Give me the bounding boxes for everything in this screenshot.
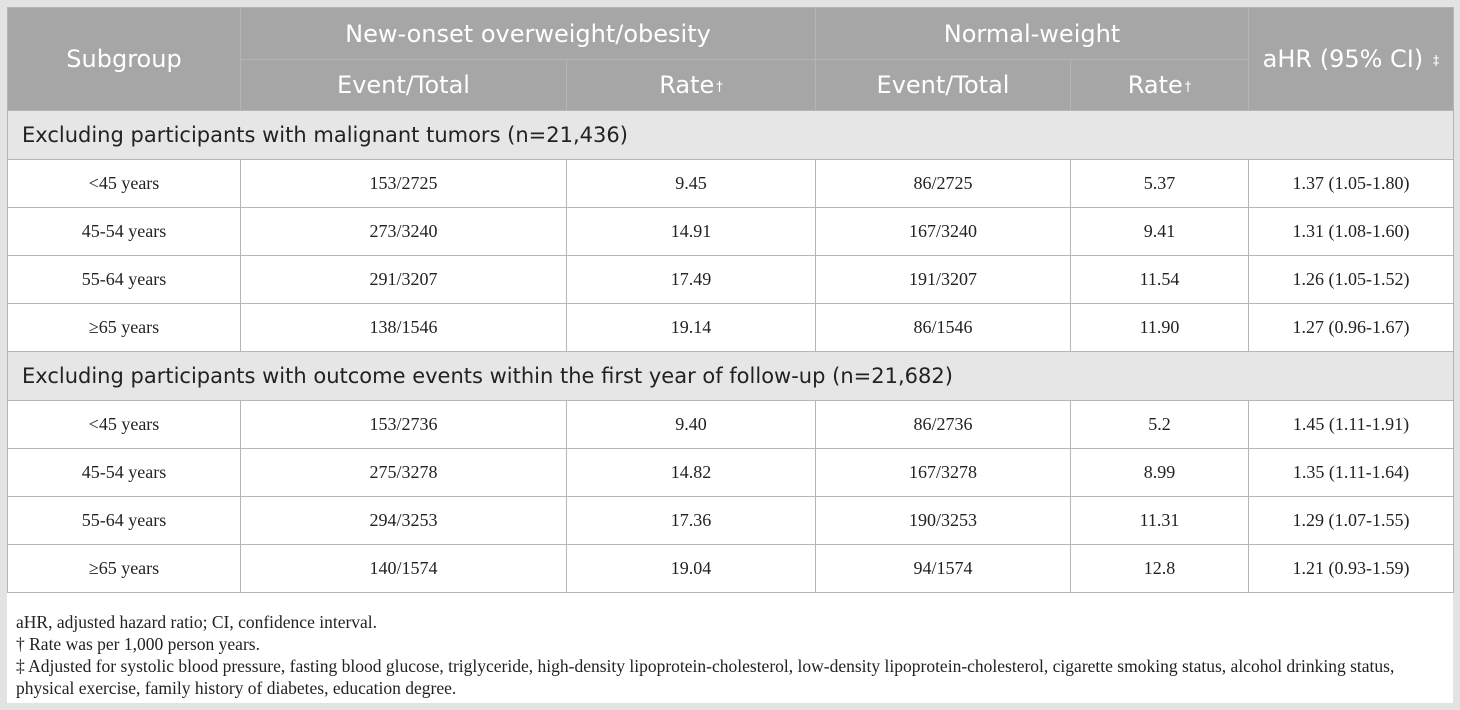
footnote: ‡ Adjusted for systolic blood pressure, fasting blood glucose, triglyceride, high-density lipoprotein-cholesterol, low-density lipoprotein-cholesterol, cigarette smoking status, alcohol drinking status, physical exercise, family history of diabetes, education degree. — [16, 656, 1395, 698]
cell-ahr: 1.29 (1.07-1.55) — [1249, 497, 1454, 545]
table-body — [8, 111, 1454, 593]
cell-normal-rate: 11.54 — [1071, 256, 1249, 304]
cell-normal-event-total: 167/3240 — [816, 208, 1071, 256]
cell-overweight-event-total: 138/1546 — [241, 304, 567, 352]
header-rate-b-label: Rate — [1127, 71, 1183, 99]
cell-overweight-rate: 19.14 — [567, 304, 816, 352]
cell-subgroup: 45-54 years — [8, 208, 241, 256]
cell-ahr: 1.31 (1.08-1.60) — [1249, 208, 1454, 256]
cell-overweight-event-total: 273/3240 — [241, 208, 567, 256]
cell-normal-rate: 8.99 — [1071, 449, 1249, 497]
section-row — [8, 111, 1454, 160]
cell-subgroup: ≥65 years — [8, 545, 241, 593]
header-rate-b-mark: † — [1184, 80, 1192, 95]
cell-subgroup: <45 years — [8, 160, 241, 208]
cell-overweight-event-total: 153/2725 — [241, 160, 567, 208]
header-ahr-mark: ‡ — [1432, 54, 1440, 69]
cell-normal-rate: 11.90 — [1071, 304, 1249, 352]
cell-normal-event-total: 94/1574 — [816, 545, 1071, 593]
cell-overweight-event-total: 153/2736 — [241, 401, 567, 449]
cell-normal-event-total: 167/3278 — [816, 449, 1071, 497]
cell-normal-event-total: 86/2736 — [816, 401, 1071, 449]
table-row — [8, 160, 1454, 208]
cell-ahr: 1.27 (0.96-1.67) — [1249, 304, 1454, 352]
cell-overweight-event-total: 140/1574 — [241, 545, 567, 593]
header-subgroup: Subgroup — [8, 8, 241, 111]
header-rate-b — [1071, 60, 1249, 111]
footnotes — [16, 611, 1447, 699]
cell-overweight-rate: 17.49 — [567, 256, 816, 304]
cell-normal-rate: 9.41 — [1071, 208, 1249, 256]
cell-overweight-rate: 14.82 — [567, 449, 816, 497]
cell-ahr: 1.35 (1.11-1.64) — [1249, 449, 1454, 497]
footnote: aHR, adjusted hazard ratio; CI, confidence interval. — [16, 612, 378, 632]
header-ahr — [1249, 8, 1454, 111]
results-table — [7, 7, 1454, 593]
table-header — [8, 8, 1454, 111]
header-event-total-b: Event/Total — [816, 60, 1071, 111]
header-ahr-label: aHR (95% CI) — [1262, 45, 1424, 73]
cell-overweight-rate: 19.04 — [567, 545, 816, 593]
header-event-total-a: Event/Total — [241, 60, 567, 111]
header-group-normal: Normal-weight — [816, 8, 1249, 60]
cell-normal-event-total: 86/1546 — [816, 304, 1071, 352]
cell-normal-rate: 12.8 — [1071, 545, 1249, 593]
cell-ahr: 1.21 (0.93-1.59) — [1249, 545, 1454, 593]
header-group-overweight: New-onset overweight/obesity — [241, 8, 816, 60]
cell-ahr: 1.26 (1.05-1.52) — [1249, 256, 1454, 304]
header-rate-a-mark: † — [716, 80, 723, 95]
section-row — [8, 352, 1454, 401]
cell-ahr: 1.37 (1.05-1.80) — [1249, 160, 1454, 208]
cell-normal-rate: 11.31 — [1071, 497, 1249, 545]
cell-subgroup: 55-64 years — [8, 256, 241, 304]
cell-subgroup: ≥65 years — [8, 304, 241, 352]
footnote: † Rate was per 1,000 person years. — [16, 634, 260, 654]
cell-overweight-rate: 14.91 — [567, 208, 816, 256]
section-title: Excluding participants with outcome events within the first year of follow-up (n=21,682) — [8, 352, 1454, 401]
table-row — [8, 304, 1454, 352]
table-row — [8, 497, 1454, 545]
cell-normal-event-total: 86/2725 — [816, 160, 1071, 208]
header-rate-a-label: Rate — [659, 71, 715, 99]
cell-normal-event-total: 191/3207 — [816, 256, 1071, 304]
cell-overweight-event-total: 291/3207 — [241, 256, 567, 304]
table-row — [8, 545, 1454, 593]
cell-overweight-event-total: 294/3253 — [241, 497, 567, 545]
table-row — [8, 401, 1454, 449]
cell-subgroup: 55-64 years — [8, 497, 241, 545]
table-row — [8, 449, 1454, 497]
section-title: Excluding participants with malignant tumors (n=21,436) — [8, 111, 1454, 160]
cell-ahr: 1.45 (1.11-1.91) — [1249, 401, 1454, 449]
table-row — [8, 208, 1454, 256]
cell-subgroup: 45-54 years — [8, 449, 241, 497]
cell-normal-rate: 5.2 — [1071, 401, 1249, 449]
cell-overweight-rate: 9.40 — [567, 401, 816, 449]
cell-normal-rate: 5.37 — [1071, 160, 1249, 208]
cell-overweight-event-total: 275/3278 — [241, 449, 567, 497]
cell-normal-event-total: 190/3253 — [816, 497, 1071, 545]
cell-overweight-rate: 17.36 — [567, 497, 816, 545]
cell-subgroup: <45 years — [8, 401, 241, 449]
table-row — [8, 256, 1454, 304]
header-rate-a — [567, 60, 816, 111]
cell-overweight-rate: 9.45 — [567, 160, 816, 208]
